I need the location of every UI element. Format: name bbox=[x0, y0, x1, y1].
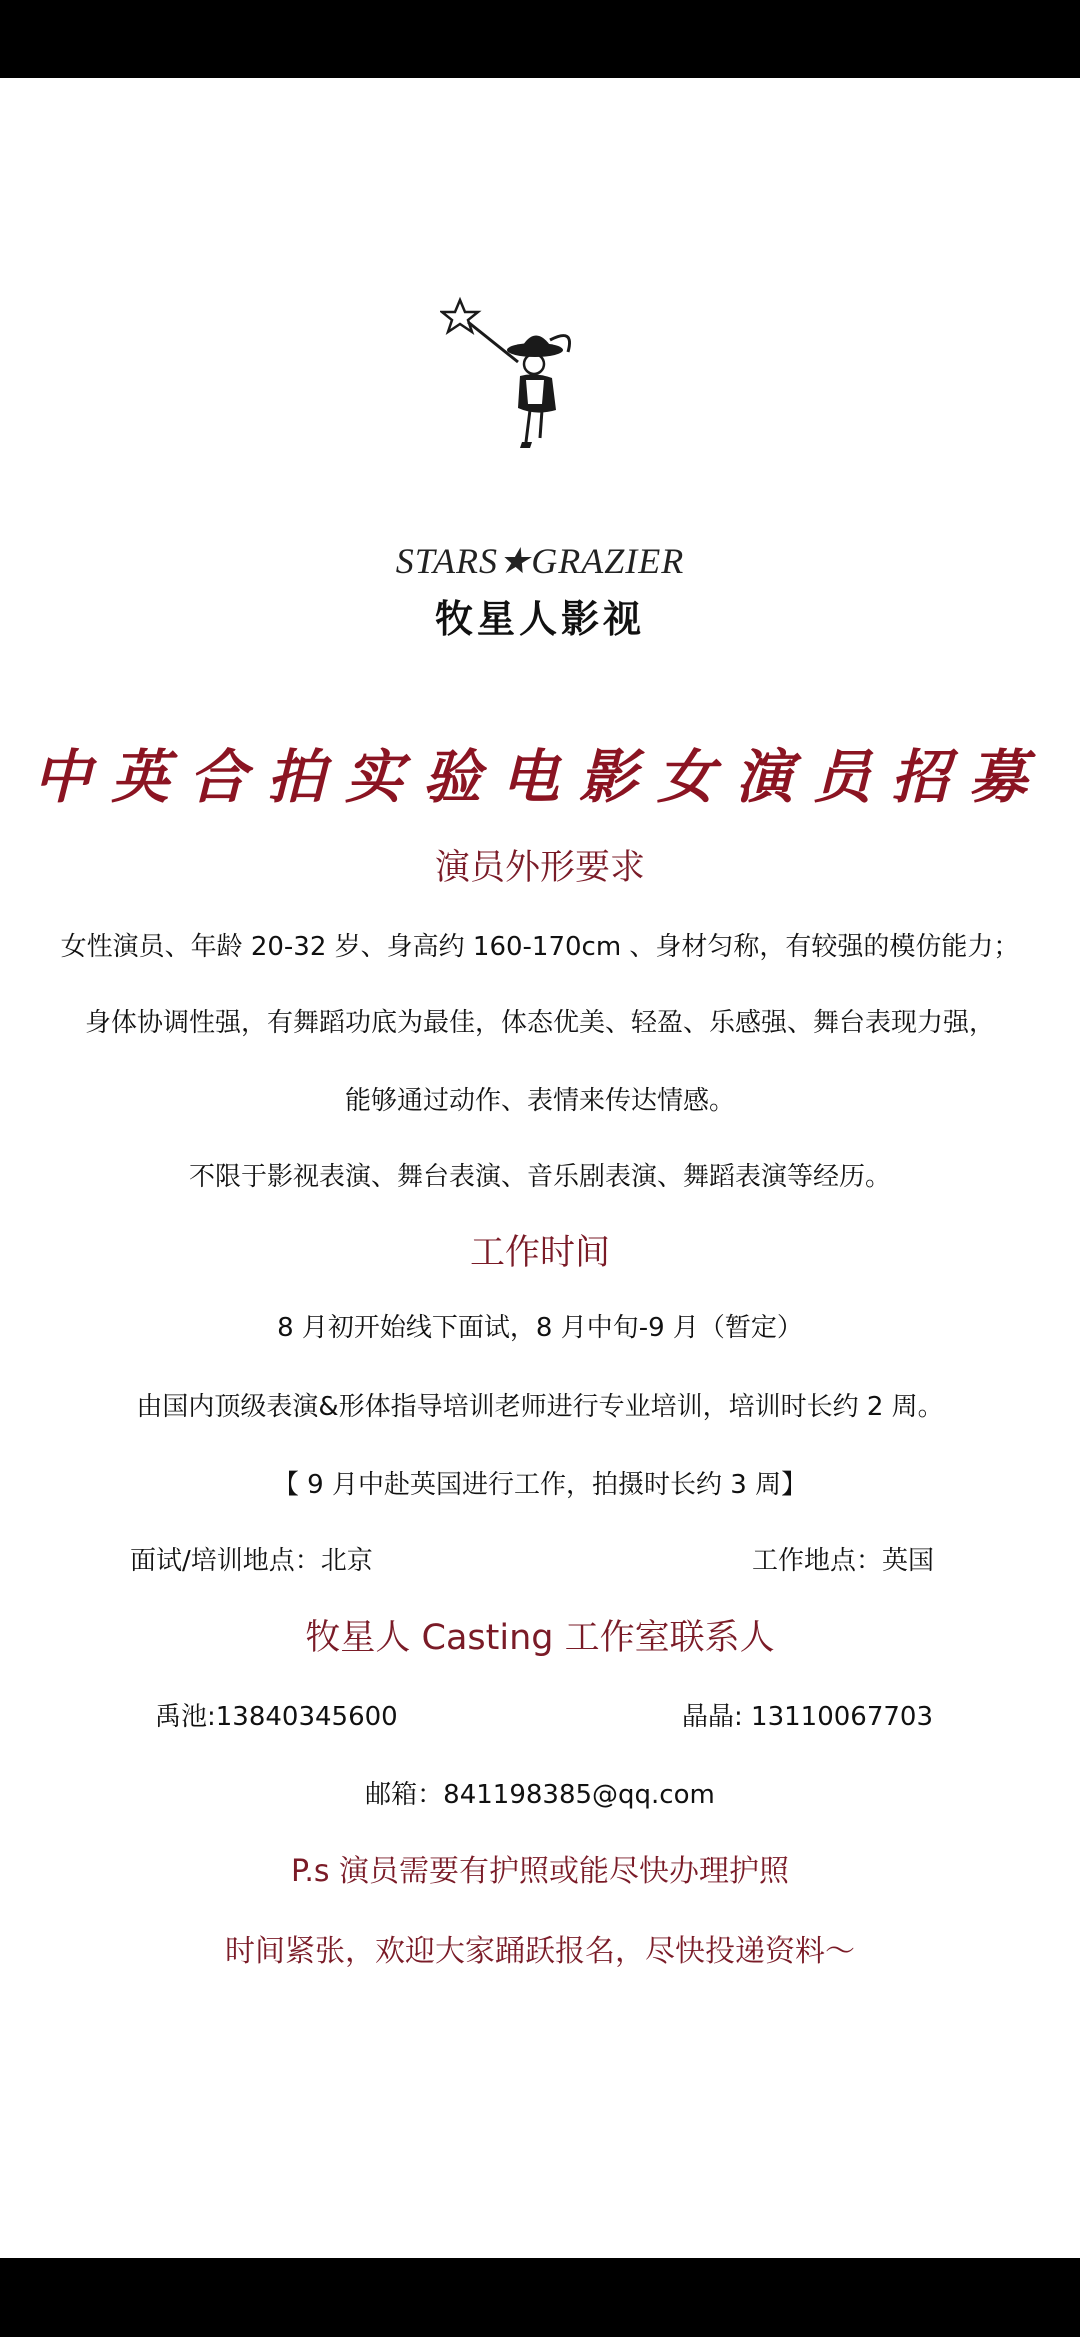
appearance-line-2: 身体协调性强，有舞蹈功底为最佳，体态优美、轻盈、乐感强、舞台表现力强， bbox=[84, 1008, 995, 1038]
brand-name-chinese: 牧星人影视 bbox=[434, 597, 645, 641]
interview-location: 面试/培训地点：北京 bbox=[130, 1546, 373, 1576]
brand-logo bbox=[0, 292, 1080, 472]
urgent-note: 时间紧张，欢迎大家踊跃报名，尽快投递资料～ bbox=[225, 1934, 855, 1969]
schedule-line-3: 【 9 月中赴英国进行工作，拍摄时长约 3 周】 bbox=[272, 1470, 808, 1500]
contact-person-yuchi: 禹池:13840345600 bbox=[155, 1702, 398, 1732]
appearance-line-3: 能够通过动作、表情来传达情感。 bbox=[344, 1086, 735, 1116]
passport-note: P.s 演员需要有护照或能尽快办理护照 bbox=[290, 1854, 790, 1889]
contact-person-jingjing: 晶晶: 13110067703 bbox=[682, 1702, 933, 1732]
schedule-section-title: 工作时间 bbox=[469, 1233, 610, 1273]
page-title: 中英合拍实验电影女演员招募 bbox=[32, 743, 1047, 811]
schedule-line-1: 8 月初开始线下面试，8 月中旬-9 月（暂定） bbox=[277, 1313, 803, 1343]
contact-email: 邮箱：841198385@qq.com bbox=[365, 1780, 715, 1810]
schedule-line-2: 由国内顶级表演&形体指导培训老师进行专业培训，培训时长约 2 周。 bbox=[136, 1392, 944, 1422]
work-location: 工作地点：英国 bbox=[752, 1546, 935, 1576]
appearance-section-title: 演员外形要求 bbox=[434, 848, 645, 888]
bottom-black-bar bbox=[0, 2258, 1080, 2337]
top-black-bar bbox=[0, 0, 1080, 78]
brand-name-english: STARS★GRAZIER bbox=[395, 541, 685, 581]
appearance-line-4: 不限于影视表演、舞台表演、音乐剧表演、舞蹈表演等经历。 bbox=[188, 1162, 891, 1192]
crescent-moon-star-icon bbox=[440, 292, 640, 472]
appearance-line-1: 女性演员、年龄 20-32 岁、身高约 160-170cm 、身材匀称，有较强的模仿能力； bbox=[60, 932, 1020, 962]
contact-section-title: 牧星人 Casting 工作室联系人 bbox=[305, 1618, 775, 1658]
